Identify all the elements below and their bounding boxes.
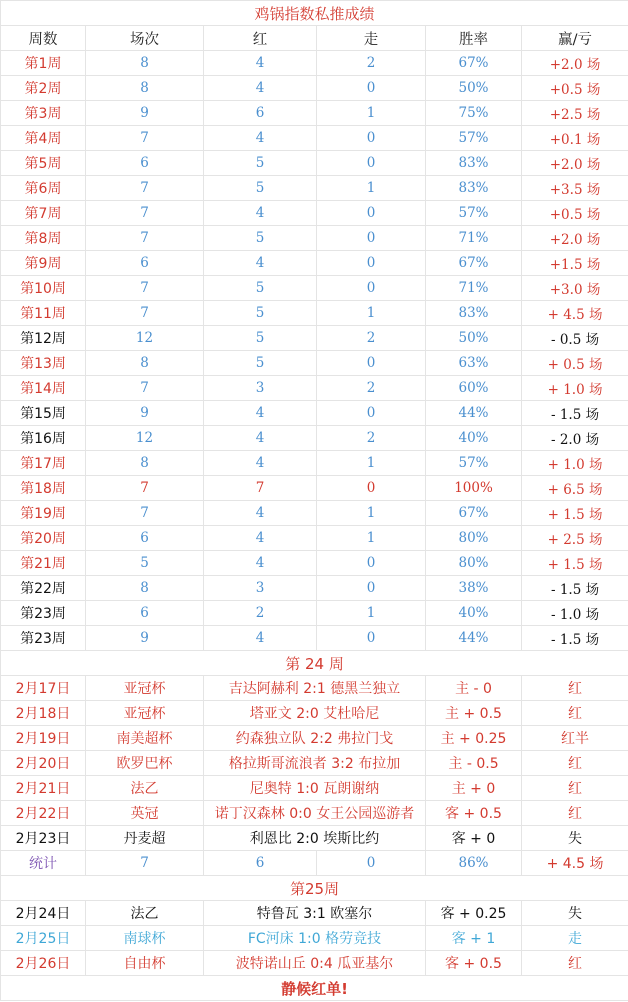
match-cell: 约森独立队 2:2 弗拉门戈	[204, 726, 426, 751]
week-row	[1, 226, 628, 251]
match-date-cell: 2月25日	[1, 926, 86, 951]
match-cell: 波特诺山丘 0:4 瓜亚基尔	[204, 951, 426, 976]
red-cell: 4	[204, 76, 317, 101]
games-cell: 6	[86, 251, 204, 276]
week-cell: 第10周	[1, 276, 86, 301]
stats-walk-cell: 0	[317, 851, 426, 876]
walk-cell: 1	[317, 526, 426, 551]
win-rate-cell: 63%	[426, 351, 522, 376]
games-cell: 5	[86, 551, 204, 576]
walk-cell: 2	[317, 326, 426, 351]
games-cell: 8	[86, 351, 204, 376]
match-row	[1, 701, 628, 726]
match-cell: 诺丁汉森林 0:0 女王公园巡游者	[204, 801, 426, 826]
profit-loss-cell: +3.5 场	[522, 176, 628, 201]
bet-cell: 客 + 0.25	[426, 901, 522, 926]
walk-cell: 0	[317, 576, 426, 601]
header-row	[1, 26, 628, 51]
games-cell: 7	[86, 176, 204, 201]
week-cell: 第23周	[1, 626, 86, 651]
week-row	[1, 476, 628, 501]
red-cell: 3	[204, 376, 317, 401]
win-rate-cell: 83%	[426, 301, 522, 326]
win-rate-cell: 44%	[426, 626, 522, 651]
week-cell: 第4周	[1, 126, 86, 151]
profit-loss-cell: - 1.5 场	[522, 626, 628, 651]
section-title-week-25: 第25周	[1, 876, 628, 901]
result-cell: 失	[522, 901, 628, 926]
games-cell: 6	[86, 151, 204, 176]
walk-cell: 0	[317, 226, 426, 251]
walk-cell: 0	[317, 351, 426, 376]
week-row	[1, 501, 628, 526]
games-cell: 8	[86, 576, 204, 601]
bet-cell: 客 + 0.5	[426, 801, 522, 826]
stats-red-cell: 6	[204, 851, 317, 876]
result-cell: 红	[522, 951, 628, 976]
red-cell: 5	[204, 301, 317, 326]
red-cell: 4	[204, 526, 317, 551]
red-cell: 4	[204, 51, 317, 76]
league-cell: 英冠	[86, 801, 204, 826]
league-cell: 南美超杯	[86, 726, 204, 751]
league-cell: 法乙	[86, 776, 204, 801]
games-cell: 7	[86, 201, 204, 226]
profit-loss-cell: +2.5 场	[522, 101, 628, 126]
footer-note: 静候红单!	[1, 976, 628, 1001]
league-cell: 法乙	[86, 901, 204, 926]
win-rate-cell: 100%	[426, 476, 522, 501]
match-cell: 利恩比 2:0 埃斯比约	[204, 826, 426, 851]
games-cell: 7	[86, 476, 204, 501]
week-cell: 第19周	[1, 501, 86, 526]
result-cell: 红半	[522, 726, 628, 751]
win-rate-cell: 44%	[426, 401, 522, 426]
week-row	[1, 576, 628, 601]
profit-loss-cell: - 0.5 场	[522, 326, 628, 351]
match-date-cell: 2月20日	[1, 751, 86, 776]
walk-cell: 2	[317, 426, 426, 451]
stats-games-cell: 7	[86, 851, 204, 876]
week-cell: 第8周	[1, 226, 86, 251]
section-row-week-25	[1, 876, 628, 901]
league-cell: 欧罗巴杯	[86, 751, 204, 776]
header-games: 场次	[86, 26, 204, 51]
header-win-rate: 胜率	[426, 26, 522, 51]
bet-cell: 主 - 0.5	[426, 751, 522, 776]
win-rate-cell: 40%	[426, 601, 522, 626]
stats-win-rate-cell: 86%	[426, 851, 522, 876]
stats-label-cell: 统计	[1, 851, 86, 876]
week-row	[1, 301, 628, 326]
match-cell: 吉达阿赫利 2:1 德黑兰独立	[204, 676, 426, 701]
header-profit-loss: 赢/亏	[522, 26, 628, 51]
profit-loss-cell: +0.1 场	[522, 126, 628, 151]
games-cell: 8	[86, 76, 204, 101]
games-cell: 7	[86, 276, 204, 301]
week-cell: 第17周	[1, 451, 86, 476]
stats-profit-loss-cell: + 4.5 场	[522, 851, 628, 876]
profit-loss-cell: + 2.5 场	[522, 526, 628, 551]
games-cell: 7	[86, 126, 204, 151]
section-row-week-24	[1, 651, 628, 676]
match-row	[1, 726, 628, 751]
win-rate-cell: 40%	[426, 426, 522, 451]
games-cell: 8	[86, 451, 204, 476]
week-row	[1, 101, 628, 126]
games-cell: 6	[86, 526, 204, 551]
match-date-cell: 2月19日	[1, 726, 86, 751]
week-row	[1, 376, 628, 401]
match-row	[1, 776, 628, 801]
result-cell: 红	[522, 751, 628, 776]
games-cell: 8	[86, 51, 204, 76]
week-cell: 第13周	[1, 351, 86, 376]
profit-loss-cell: +2.0 场	[522, 151, 628, 176]
win-rate-cell: 50%	[426, 326, 522, 351]
week-cell: 第5周	[1, 151, 86, 176]
red-cell: 5	[204, 326, 317, 351]
match-cell: FC河床 1:0 格劳竞技	[204, 926, 426, 951]
week-row	[1, 626, 628, 651]
match-date-cell: 2月26日	[1, 951, 86, 976]
week-row	[1, 526, 628, 551]
red-cell: 4	[204, 426, 317, 451]
walk-cell: 0	[317, 126, 426, 151]
games-cell: 6	[86, 601, 204, 626]
week-cell: 第7周	[1, 201, 86, 226]
match-cell: 格拉斯哥流浪者 3:2 布拉加	[204, 751, 426, 776]
match-date-cell: 2月18日	[1, 701, 86, 726]
win-rate-cell: 67%	[426, 51, 522, 76]
title-row	[1, 1, 628, 26]
week-row	[1, 126, 628, 151]
week-row	[1, 601, 628, 626]
match-row	[1, 826, 628, 851]
league-cell: 亚冠杯	[86, 676, 204, 701]
walk-cell: 0	[317, 151, 426, 176]
week-row	[1, 451, 628, 476]
red-cell: 4	[204, 551, 317, 576]
win-rate-cell: 57%	[426, 201, 522, 226]
result-cell: 红	[522, 701, 628, 726]
red-cell: 5	[204, 351, 317, 376]
week-cell: 第3周	[1, 101, 86, 126]
profit-loss-cell: +1.5 场	[522, 251, 628, 276]
red-cell: 6	[204, 101, 317, 126]
profit-loss-cell: + 1.0 场	[522, 376, 628, 401]
header-walk: 走	[317, 26, 426, 51]
walk-cell: 2	[317, 51, 426, 76]
games-cell: 7	[86, 226, 204, 251]
bet-cell: 主 + 0.5	[426, 701, 522, 726]
red-cell: 4	[204, 451, 317, 476]
walk-cell: 0	[317, 476, 426, 501]
games-cell: 7	[86, 301, 204, 326]
games-cell: 9	[86, 401, 204, 426]
match-row	[1, 926, 628, 951]
profit-loss-cell: - 1.5 场	[522, 576, 628, 601]
walk-cell: 1	[317, 301, 426, 326]
week-cell: 第14周	[1, 376, 86, 401]
match-row	[1, 951, 628, 976]
week-cell: 第16周	[1, 426, 86, 451]
win-rate-cell: 60%	[426, 376, 522, 401]
bet-cell: 客 + 1	[426, 926, 522, 951]
win-rate-cell: 80%	[426, 551, 522, 576]
bet-cell: 主 + 0	[426, 776, 522, 801]
match-date-cell: 2月24日	[1, 901, 86, 926]
week-cell: 第23周	[1, 601, 86, 626]
red-cell: 4	[204, 401, 317, 426]
match-cell: 特鲁瓦 3:1 欧塞尔	[204, 901, 426, 926]
win-rate-cell: 50%	[426, 76, 522, 101]
week-row	[1, 276, 628, 301]
profit-loss-cell: - 1.0 场	[522, 601, 628, 626]
red-cell: 5	[204, 226, 317, 251]
win-rate-cell: 71%	[426, 226, 522, 251]
red-cell: 4	[204, 126, 317, 151]
walk-cell: 0	[317, 551, 426, 576]
red-cell: 5	[204, 151, 317, 176]
walk-cell: 1	[317, 451, 426, 476]
result-cell: 红	[522, 676, 628, 701]
profit-loss-cell: - 2.0 场	[522, 426, 628, 451]
match-date-cell: 2月22日	[1, 801, 86, 826]
walk-cell: 2	[317, 376, 426, 401]
walk-cell: 1	[317, 501, 426, 526]
week-row	[1, 176, 628, 201]
bet-cell: 主 - 0	[426, 676, 522, 701]
result-cell: 走	[522, 926, 628, 951]
profit-loss-cell: + 1.5 场	[522, 551, 628, 576]
week-cell: 第22周	[1, 576, 86, 601]
week-row	[1, 201, 628, 226]
league-cell: 丹麦超	[86, 826, 204, 851]
win-rate-cell: 83%	[426, 176, 522, 201]
walk-cell: 0	[317, 251, 426, 276]
week-cell: 第1周	[1, 51, 86, 76]
week-row	[1, 401, 628, 426]
table-body	[1, 1, 628, 1001]
stats-row	[1, 851, 628, 876]
bet-cell: 主 + 0.25	[426, 726, 522, 751]
walk-cell: 0	[317, 76, 426, 101]
league-cell: 南球杯	[86, 926, 204, 951]
red-cell: 3	[204, 576, 317, 601]
games-cell: 9	[86, 101, 204, 126]
match-cell: 塔亚文 2:0 艾杜哈尼	[204, 701, 426, 726]
profit-loss-cell: +0.5 场	[522, 201, 628, 226]
week-row	[1, 51, 628, 76]
win-rate-cell: 80%	[426, 526, 522, 551]
week-cell: 第2周	[1, 76, 86, 101]
walk-cell: 0	[317, 201, 426, 226]
games-cell: 12	[86, 426, 204, 451]
games-cell: 7	[86, 376, 204, 401]
league-cell: 亚冠杯	[86, 701, 204, 726]
week-cell: 第11周	[1, 301, 86, 326]
red-cell: 4	[204, 626, 317, 651]
match-row	[1, 676, 628, 701]
red-cell: 2	[204, 601, 317, 626]
walk-cell: 1	[317, 101, 426, 126]
profit-loss-cell: +2.0 场	[522, 51, 628, 76]
profit-loss-cell: +3.0 场	[522, 276, 628, 301]
red-cell: 4	[204, 501, 317, 526]
section-title-week-24: 第 24 周	[1, 651, 628, 676]
walk-cell: 0	[317, 276, 426, 301]
profit-loss-cell: + 1.5 场	[522, 501, 628, 526]
bet-cell: 客 + 0.5	[426, 951, 522, 976]
footer-row	[1, 976, 628, 1001]
win-rate-cell: 57%	[426, 126, 522, 151]
win-rate-cell: 71%	[426, 276, 522, 301]
match-date-cell: 2月23日	[1, 826, 86, 851]
week-row	[1, 76, 628, 101]
sheet-title: 鸡锅指数私推成绩	[1, 1, 628, 26]
match-date-cell: 2月21日	[1, 776, 86, 801]
match-row	[1, 751, 628, 776]
profit-loss-cell: +2.0 场	[522, 226, 628, 251]
match-row	[1, 801, 628, 826]
week-cell: 第9周	[1, 251, 86, 276]
walk-cell: 0	[317, 401, 426, 426]
week-row	[1, 551, 628, 576]
win-rate-cell: 67%	[426, 251, 522, 276]
win-rate-cell: 83%	[426, 151, 522, 176]
week-row	[1, 326, 628, 351]
win-rate-cell: 67%	[426, 501, 522, 526]
red-cell: 5	[204, 176, 317, 201]
match-date-cell: 2月17日	[1, 676, 86, 701]
week-row	[1, 426, 628, 451]
week-cell: 第18周	[1, 476, 86, 501]
red-cell: 4	[204, 201, 317, 226]
profit-loss-cell: + 1.0 场	[522, 451, 628, 476]
week-row	[1, 151, 628, 176]
week-cell: 第21周	[1, 551, 86, 576]
result-cell: 红	[522, 801, 628, 826]
win-rate-cell: 38%	[426, 576, 522, 601]
profit-loss-cell: + 4.5 场	[522, 301, 628, 326]
league-cell: 自由杯	[86, 951, 204, 976]
week-row	[1, 351, 628, 376]
result-cell: 红	[522, 776, 628, 801]
walk-cell: 1	[317, 176, 426, 201]
bet-cell: 客 + 0	[426, 826, 522, 851]
profit-loss-cell: + 0.5 场	[522, 351, 628, 376]
week-cell: 第20周	[1, 526, 86, 551]
games-cell: 12	[86, 326, 204, 351]
header-red: 红	[204, 26, 317, 51]
red-cell: 4	[204, 251, 317, 276]
red-cell: 5	[204, 276, 317, 301]
header-week: 周数	[1, 26, 86, 51]
match-cell: 尼奥特 1:0 瓦朗谢纳	[204, 776, 426, 801]
red-cell: 7	[204, 476, 317, 501]
week-row	[1, 251, 628, 276]
profit-loss-cell: +0.5 场	[522, 76, 628, 101]
win-rate-cell: 75%	[426, 101, 522, 126]
games-cell: 9	[86, 626, 204, 651]
walk-cell: 0	[317, 626, 426, 651]
win-rate-cell: 57%	[426, 451, 522, 476]
week-cell: 第6周	[1, 176, 86, 201]
match-row	[1, 901, 628, 926]
walk-cell: 1	[317, 601, 426, 626]
result-cell: 失	[522, 826, 628, 851]
week-cell: 第12周	[1, 326, 86, 351]
profit-loss-cell: + 6.5 场	[522, 476, 628, 501]
week-cell: 第15周	[1, 401, 86, 426]
games-cell: 7	[86, 501, 204, 526]
profit-loss-cell: - 1.5 场	[522, 401, 628, 426]
